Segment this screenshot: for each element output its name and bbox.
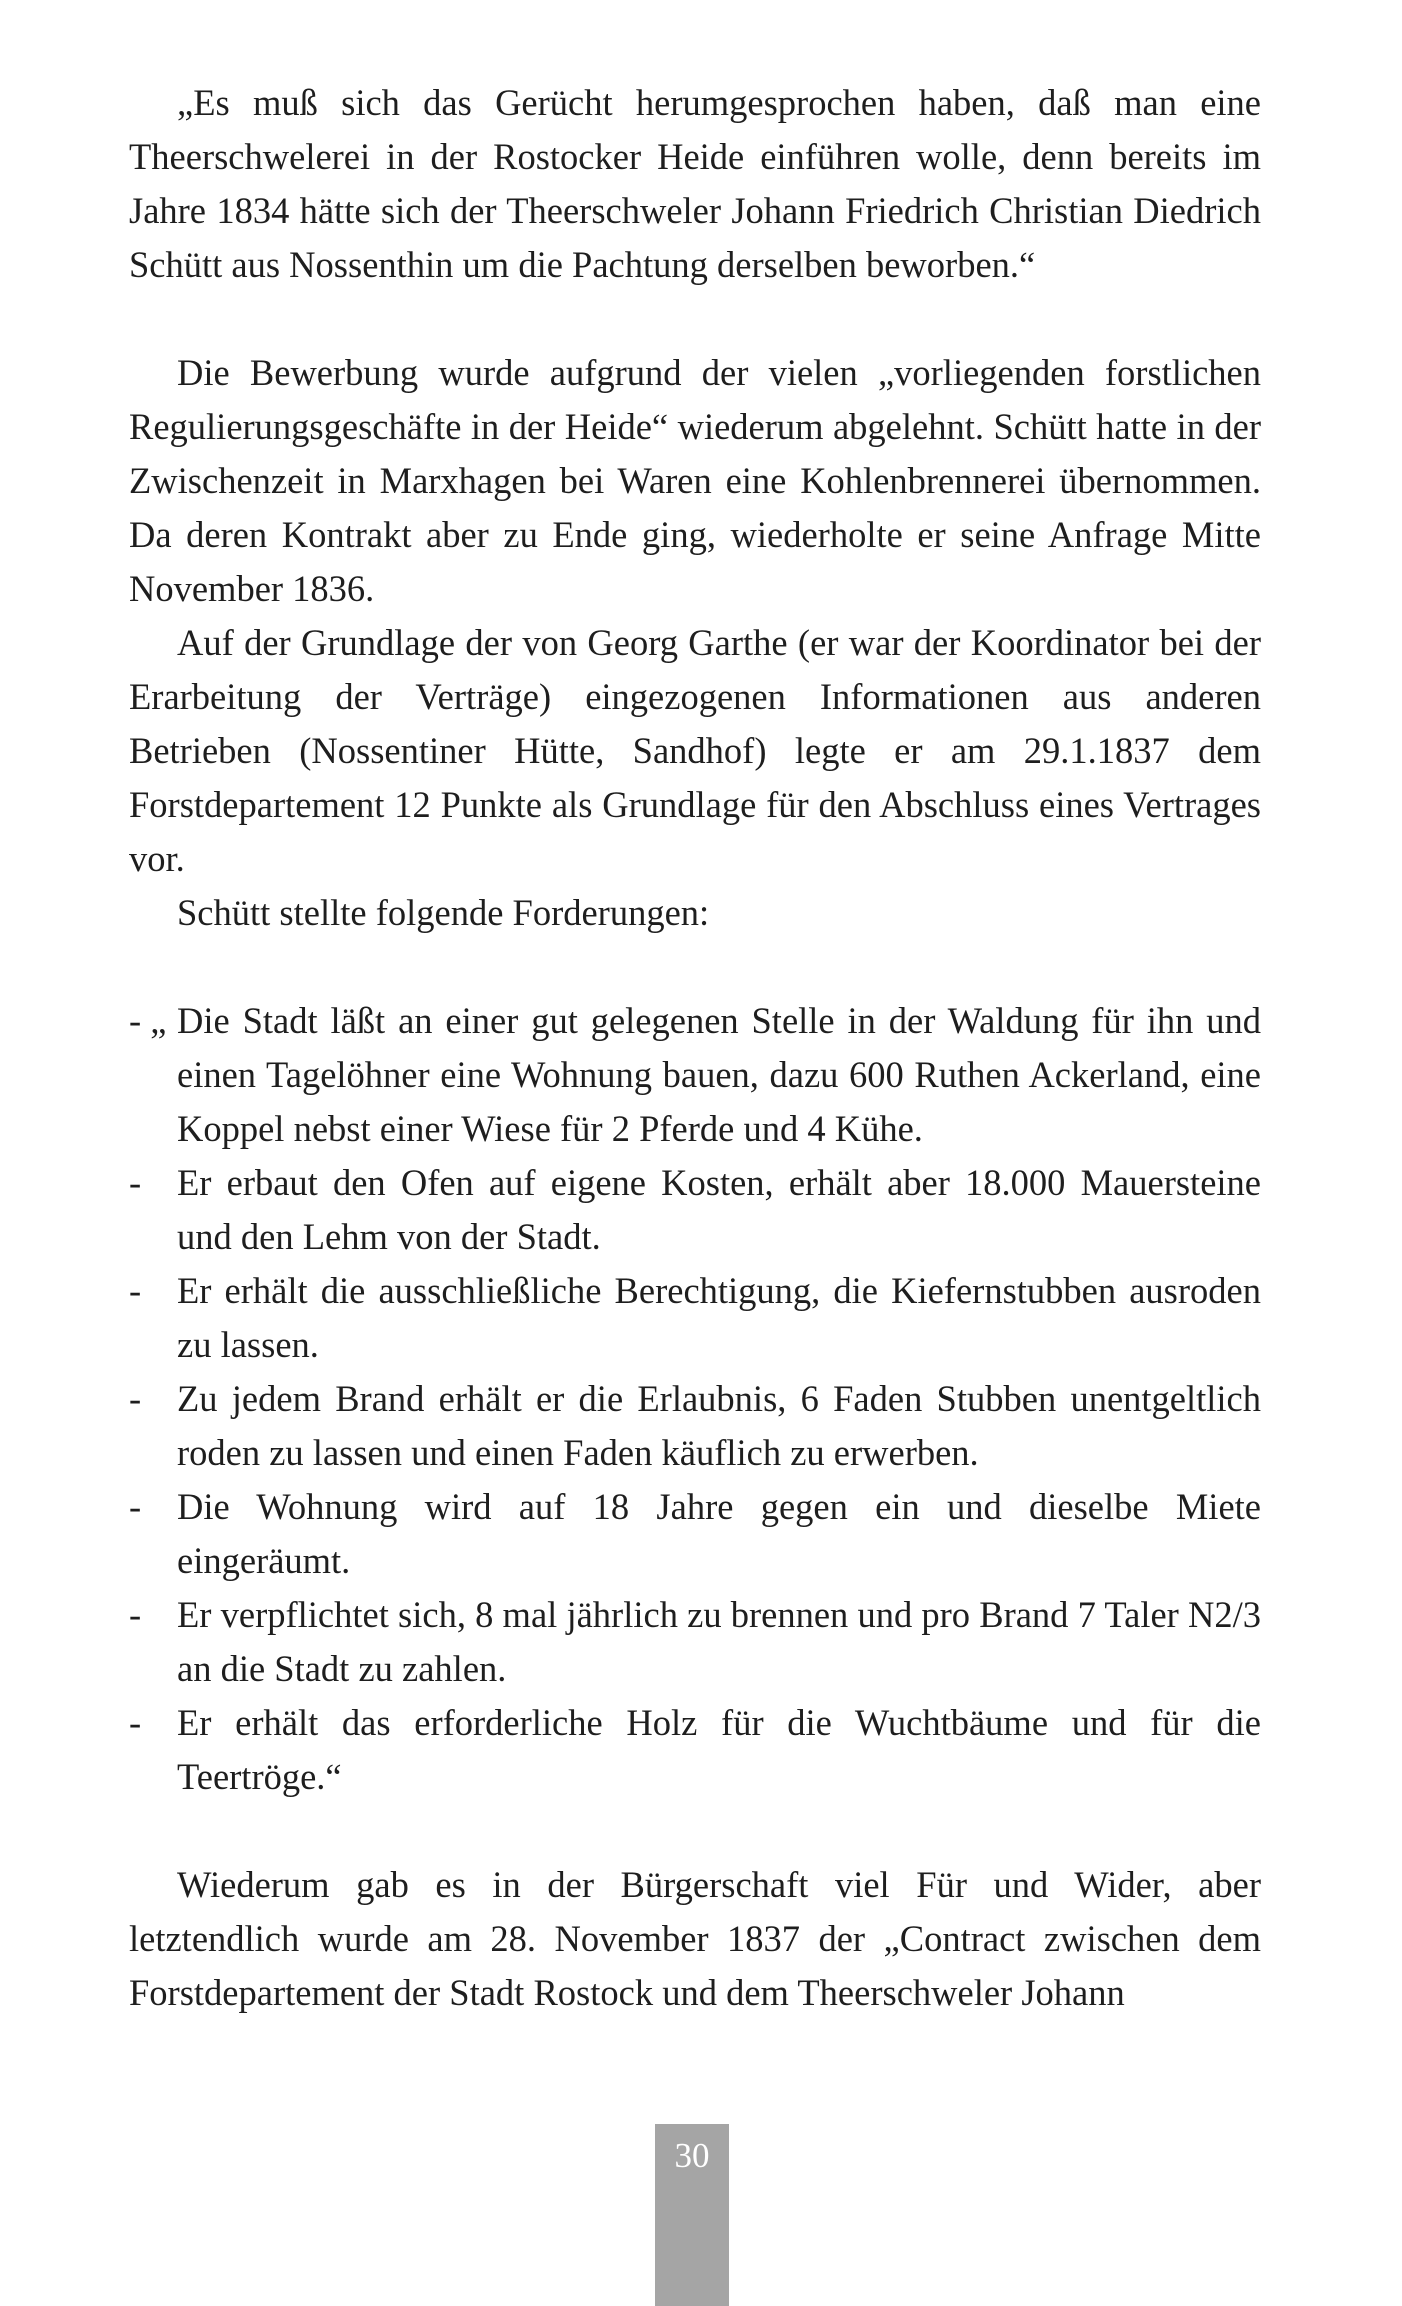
list-item-text: Er verpflichtet sich, 8 mal jährlich zu brennen und pro Brand 7 Taler N2/3 an die Stadt zu zahlen. [177, 1594, 1261, 1689]
paragraph-grundlage: Auf der Grundlage der von Georg Garthe (er war der Koordinator bei der Erarbeitung der Verträge) eingezogenen Informationen aus anderen Betrieben (Nossentiner Hütte, Sandhof) legte er am 29.1.1837 dem Forstdepartement 12 Punkte als Grundlage für den Abschluss eines Vertrages vor. [129, 622, 1261, 879]
list-item [129, 1696, 1261, 1804]
paragraph-forderungen-intro: Schütt stellte folgende Forderungen: [177, 892, 710, 933]
paragraph-quote-intro: „Es muß sich das Gerücht herumgesprochen haben, daß man eine Theerschwelerei in der Rostocker Heide einführen wolle, denn bereits im Jahre 1834 hätte sich der Theerschweler Johann Friedrich Christian Diedrich Schütt aus Nossenthin um die Pachtung derselben beworben.“ [129, 82, 1261, 285]
demands-list [129, 994, 1261, 1804]
paragraph-spacer [129, 1804, 1261, 1858]
list-item-marker: - „ [129, 1000, 167, 1041]
list-item-text: Die Wohnung wird auf 18 Jahre gegen ein und dieselbe Miete eingeräumt. [177, 1486, 1261, 1581]
list-item [129, 1480, 1261, 1588]
list-item-marker: - [129, 1378, 142, 1419]
list-item-marker: - [129, 1594, 142, 1635]
list-item [129, 1264, 1261, 1372]
list-item-marker: - [129, 1162, 142, 1203]
body-text [129, 76, 1261, 2020]
list-item-marker: - [129, 1702, 142, 1743]
list-item [129, 994, 1261, 1156]
list-item [129, 1156, 1261, 1264]
paragraph-contract: Wiederum gab es in der Bürgerschaft viel Für und Wider, aber letztendlich wurde am 28. November 1837 der „Contract zwischen dem Forstdepartement der Stadt Rostock und dem Theerschweler Johann [129, 1864, 1261, 2013]
list-item-marker: - [129, 1486, 142, 1527]
list-item-text: Die Stadt läßt an einer gut gelegenen Stelle in der Waldung für ihn und einen Tagelöhner eine Wohnung bauen, dazu 600 Ruthen Ackerland, eine Koppel nebst einer Wiese für 2 Pferde und 4 Kühe. [177, 1000, 1261, 1149]
paragraph-spacer [129, 940, 1261, 994]
paragraph-spacer [129, 292, 1261, 346]
list-item [129, 1588, 1261, 1696]
list-item-text: Er erbaut den Ofen auf eigene Kosten, erhält aber 18.000 Mauersteine und den Lehm von der Stadt. [177, 1162, 1261, 1257]
list-item-marker: - [129, 1270, 142, 1311]
list-item-text: Er erhält das erforderliche Holz für die Wuchtbäume und für die Teertröge.“ [177, 1702, 1261, 1797]
page-number: 30 [674, 2136, 710, 2175]
list-item-text: Er erhält die ausschließliche Berechtigung, die Kiefernstubben ausroden zu lassen. [177, 1270, 1261, 1365]
list-item [129, 1372, 1261, 1480]
list-item-text: Zu jedem Brand erhält er die Erlaubnis, 6 Faden Stubben unentgeltlich roden zu lassen und einen Faden käuflich zu erwerben. [177, 1378, 1261, 1473]
page-number-box [655, 2124, 729, 2306]
paragraph-bewerbung: Die Bewerbung wurde aufgrund der vielen „vorliegenden forstlichen Regulierungsgeschäfte in der Heide“ wiederum abgelehnt. Schütt hatte in der Zwischenzeit in Marxhagen bei Waren eine Kohlenbrennerei übernommen. Da deren Kontrakt aber zu Ende ging, wiederholte er seine Anfrage Mitte November 1836. [129, 352, 1261, 609]
